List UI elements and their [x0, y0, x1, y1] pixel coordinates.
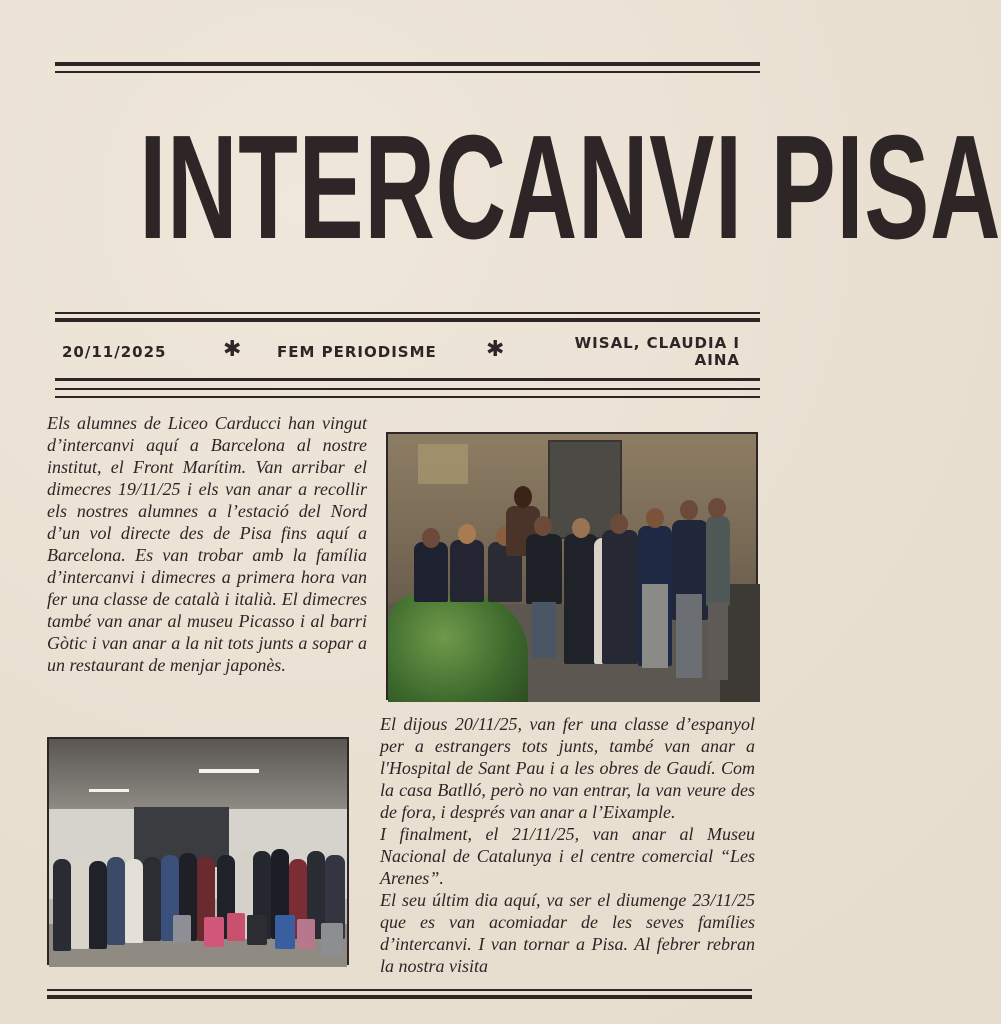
meta-rule-top-thick — [55, 318, 760, 322]
photo-group-arrivals — [47, 737, 349, 965]
person-head — [680, 500, 698, 520]
person — [706, 516, 730, 606]
suitcase — [275, 915, 295, 949]
photo-ceiling-light — [89, 789, 129, 792]
asterisk-icon: ✱ — [223, 337, 242, 362]
person-legs — [708, 602, 728, 680]
person-legs — [642, 584, 668, 668]
person — [450, 540, 484, 602]
person — [564, 534, 598, 664]
meta-rule-top-thin — [55, 312, 760, 314]
person-head — [534, 516, 552, 536]
person — [125, 859, 143, 943]
person-head — [610, 514, 628, 534]
byline — [560, 335, 740, 369]
person-head — [646, 508, 664, 528]
person — [602, 530, 638, 664]
person-head — [458, 524, 476, 544]
person-head — [514, 486, 532, 508]
photo-ceiling — [49, 739, 347, 809]
asterisk-icon: ✱ — [486, 337, 505, 362]
suitcase — [173, 915, 191, 943]
byline-line-2: AINA — [694, 351, 740, 369]
person — [143, 857, 161, 941]
person — [71, 857, 89, 949]
photo-arch — [418, 444, 468, 484]
person-head — [572, 518, 590, 538]
article-right-column — [380, 713, 755, 977]
byline-line-1: WISAL, CLAUDIA I — [574, 334, 740, 352]
suitcase — [321, 923, 343, 957]
bottom-rule-thick — [47, 995, 752, 999]
article-paragraph-1: Els alumnes de Liceo Carducci han vingut d’intercanvi aquí a Barcelona al nostre institut, el Front Marítim. Van arribar el dimecres 19/11/25 i els van anar a recollir els nostres alumnes a l’estació del Nord d’un vol directe des de Pisa fins aquí a Barcelona. Es van trobar amb la família d’intercanvi i dimecres a primera hora van fer una classe de català i italià. El dimecres també van anar al museu Picasso i al barri Gòtic i van anar a la nit tots junts a sopar a un restaurant de menjar japonès. — [47, 413, 367, 675]
top-rule-thick — [55, 62, 760, 66]
person-legs — [532, 602, 556, 658]
photo-bushes — [388, 594, 528, 702]
person-head — [708, 498, 726, 518]
person — [53, 859, 71, 951]
meta-rule-bottom-thin-2 — [55, 396, 760, 398]
photo-group-courtyard — [386, 432, 758, 700]
suitcase — [227, 913, 245, 941]
person — [526, 534, 562, 604]
person-legs — [676, 594, 702, 678]
person — [414, 542, 448, 602]
person-head — [422, 528, 440, 548]
top-rule-thin — [55, 71, 760, 73]
article-paragraph-4: El seu últim dia aquí, va ser el diumenge 23/11/25 que es van acomiadar de les seves famílies d’intercanvi. I van tornar a Pisa. Al febrer rebran la nostra visita — [380, 890, 755, 976]
meta-rule-bottom-thin — [55, 388, 760, 390]
bottom-rule-thin — [47, 989, 752, 991]
publish-date: 20/11/2025 — [62, 343, 167, 361]
article-paragraph-2: El dijous 20/11/25, van fer una classe d’espanyol per a estrangers tots junts, també van anar a l'Hospital de Sant Pau i a les obres de Gaudí. Com la casa Batlló, però no van entrar, la van veure des de fora, i després van anar a l’Eixample. — [380, 714, 755, 822]
person — [89, 861, 107, 949]
photo-ceiling-light — [199, 769, 259, 773]
person — [107, 857, 125, 945]
suitcase — [247, 915, 267, 945]
suitcase — [204, 917, 224, 947]
suitcase — [297, 919, 315, 949]
meta-rule-bottom-thick — [55, 378, 760, 381]
article-paragraph-3: I finalment, el 21/11/25, van anar al Museu Nacional de Catalunya i el centre comercial “Les Arenes”. — [380, 824, 755, 888]
section-label: FEM PERIODISME — [277, 343, 437, 361]
page-title: INTERCANVI PISA — [139, 105, 1001, 270]
